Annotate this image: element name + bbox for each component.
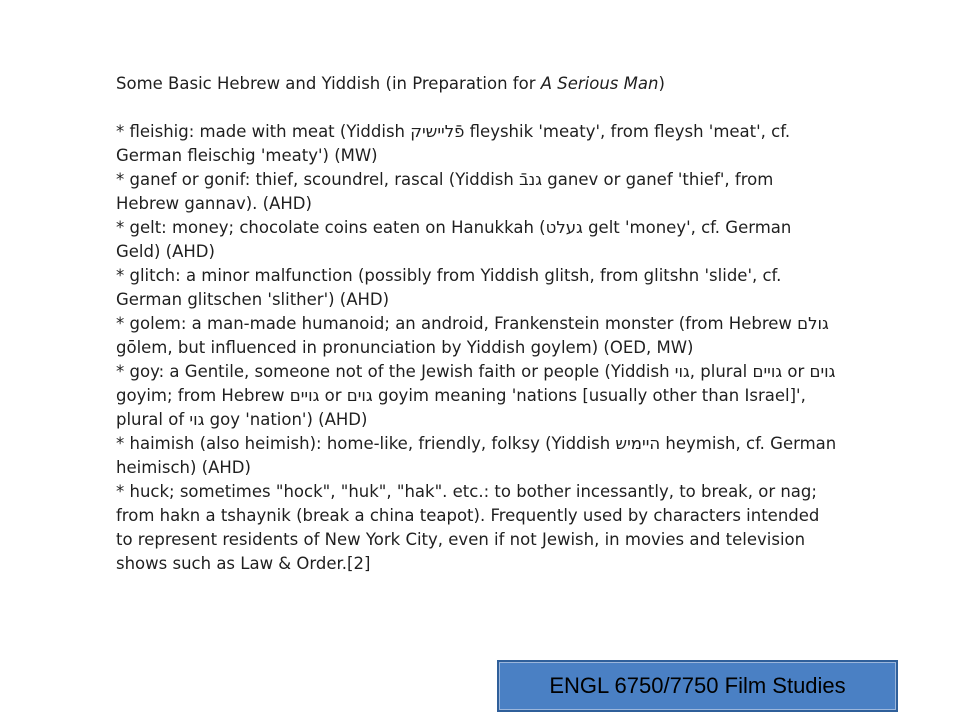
glossary-entry-golem: * golem: a man-made humanoid; an android, Frankenstein monster (from Hebrew גולם gōlem, but influenced in pronunciation by Yiddish goylem) (OED, MW) xyxy=(116,314,829,357)
title-prefix: Some Basic Hebrew and Yiddish (in Preparation for xyxy=(116,74,541,93)
glossary-list xyxy=(116,120,840,576)
glossary-entry-huck: * huck; sometimes "hock", "huk", "hak". etc.: to bother incessantly, to break, or nag; from hakn a tshaynik (break a china teapot). Frequently used by characters intended to represent residents of New York City, even if not Jewish, in movies and television shows such as Law & Order.[2] xyxy=(116,482,820,573)
slide-body xyxy=(116,72,840,576)
glossary-entry-ganef: * ganef or gonif: thief, scoundrel, rascal (Yiddish גנבֿ ganev or ganef 'thief', from Hebrew gannav). (AHD) xyxy=(116,170,774,213)
film-title: A Serious Man xyxy=(540,74,659,93)
glossary-entry-gelt: * gelt: money; chocolate coins eaten on Hanukkah (געלט gelt 'money', cf. German Geld) (AHD) xyxy=(116,218,792,261)
course-label-box xyxy=(497,660,898,712)
glossary-entry-glitch: * glitch: a minor malfunction (possibly from Yiddish glitsh, from glitshn 'slide', cf. German glitschen 'slither') (AHD) xyxy=(116,266,782,309)
glossary-entry-haimish: * haimish (also heimish): home-like, friendly, folksy (Yiddish היימיש heymish, cf. German heimisch) (AHD) xyxy=(116,434,837,477)
glossary-entry-goy: * goy: a Gentile, someone not of the Jewish faith or people (Yiddish גוי, plural גויים or גוים goyim; from Hebrew גויים or גוים goyim meaning 'nations [usually other than Israel]', plural of גוי goy 'nation') (AHD) xyxy=(116,362,836,429)
slide-title xyxy=(116,72,840,96)
title-suffix: ) xyxy=(658,74,665,93)
glossary-entry-fleishig: * fleishig: made with meat (Yiddish פֿליישיק fleyshik 'meaty', from fleysh 'meat', cf. German fleischig 'meaty') (MW) xyxy=(116,122,791,165)
course-label: ENGL 6750/7750 Film Studies xyxy=(549,673,846,698)
